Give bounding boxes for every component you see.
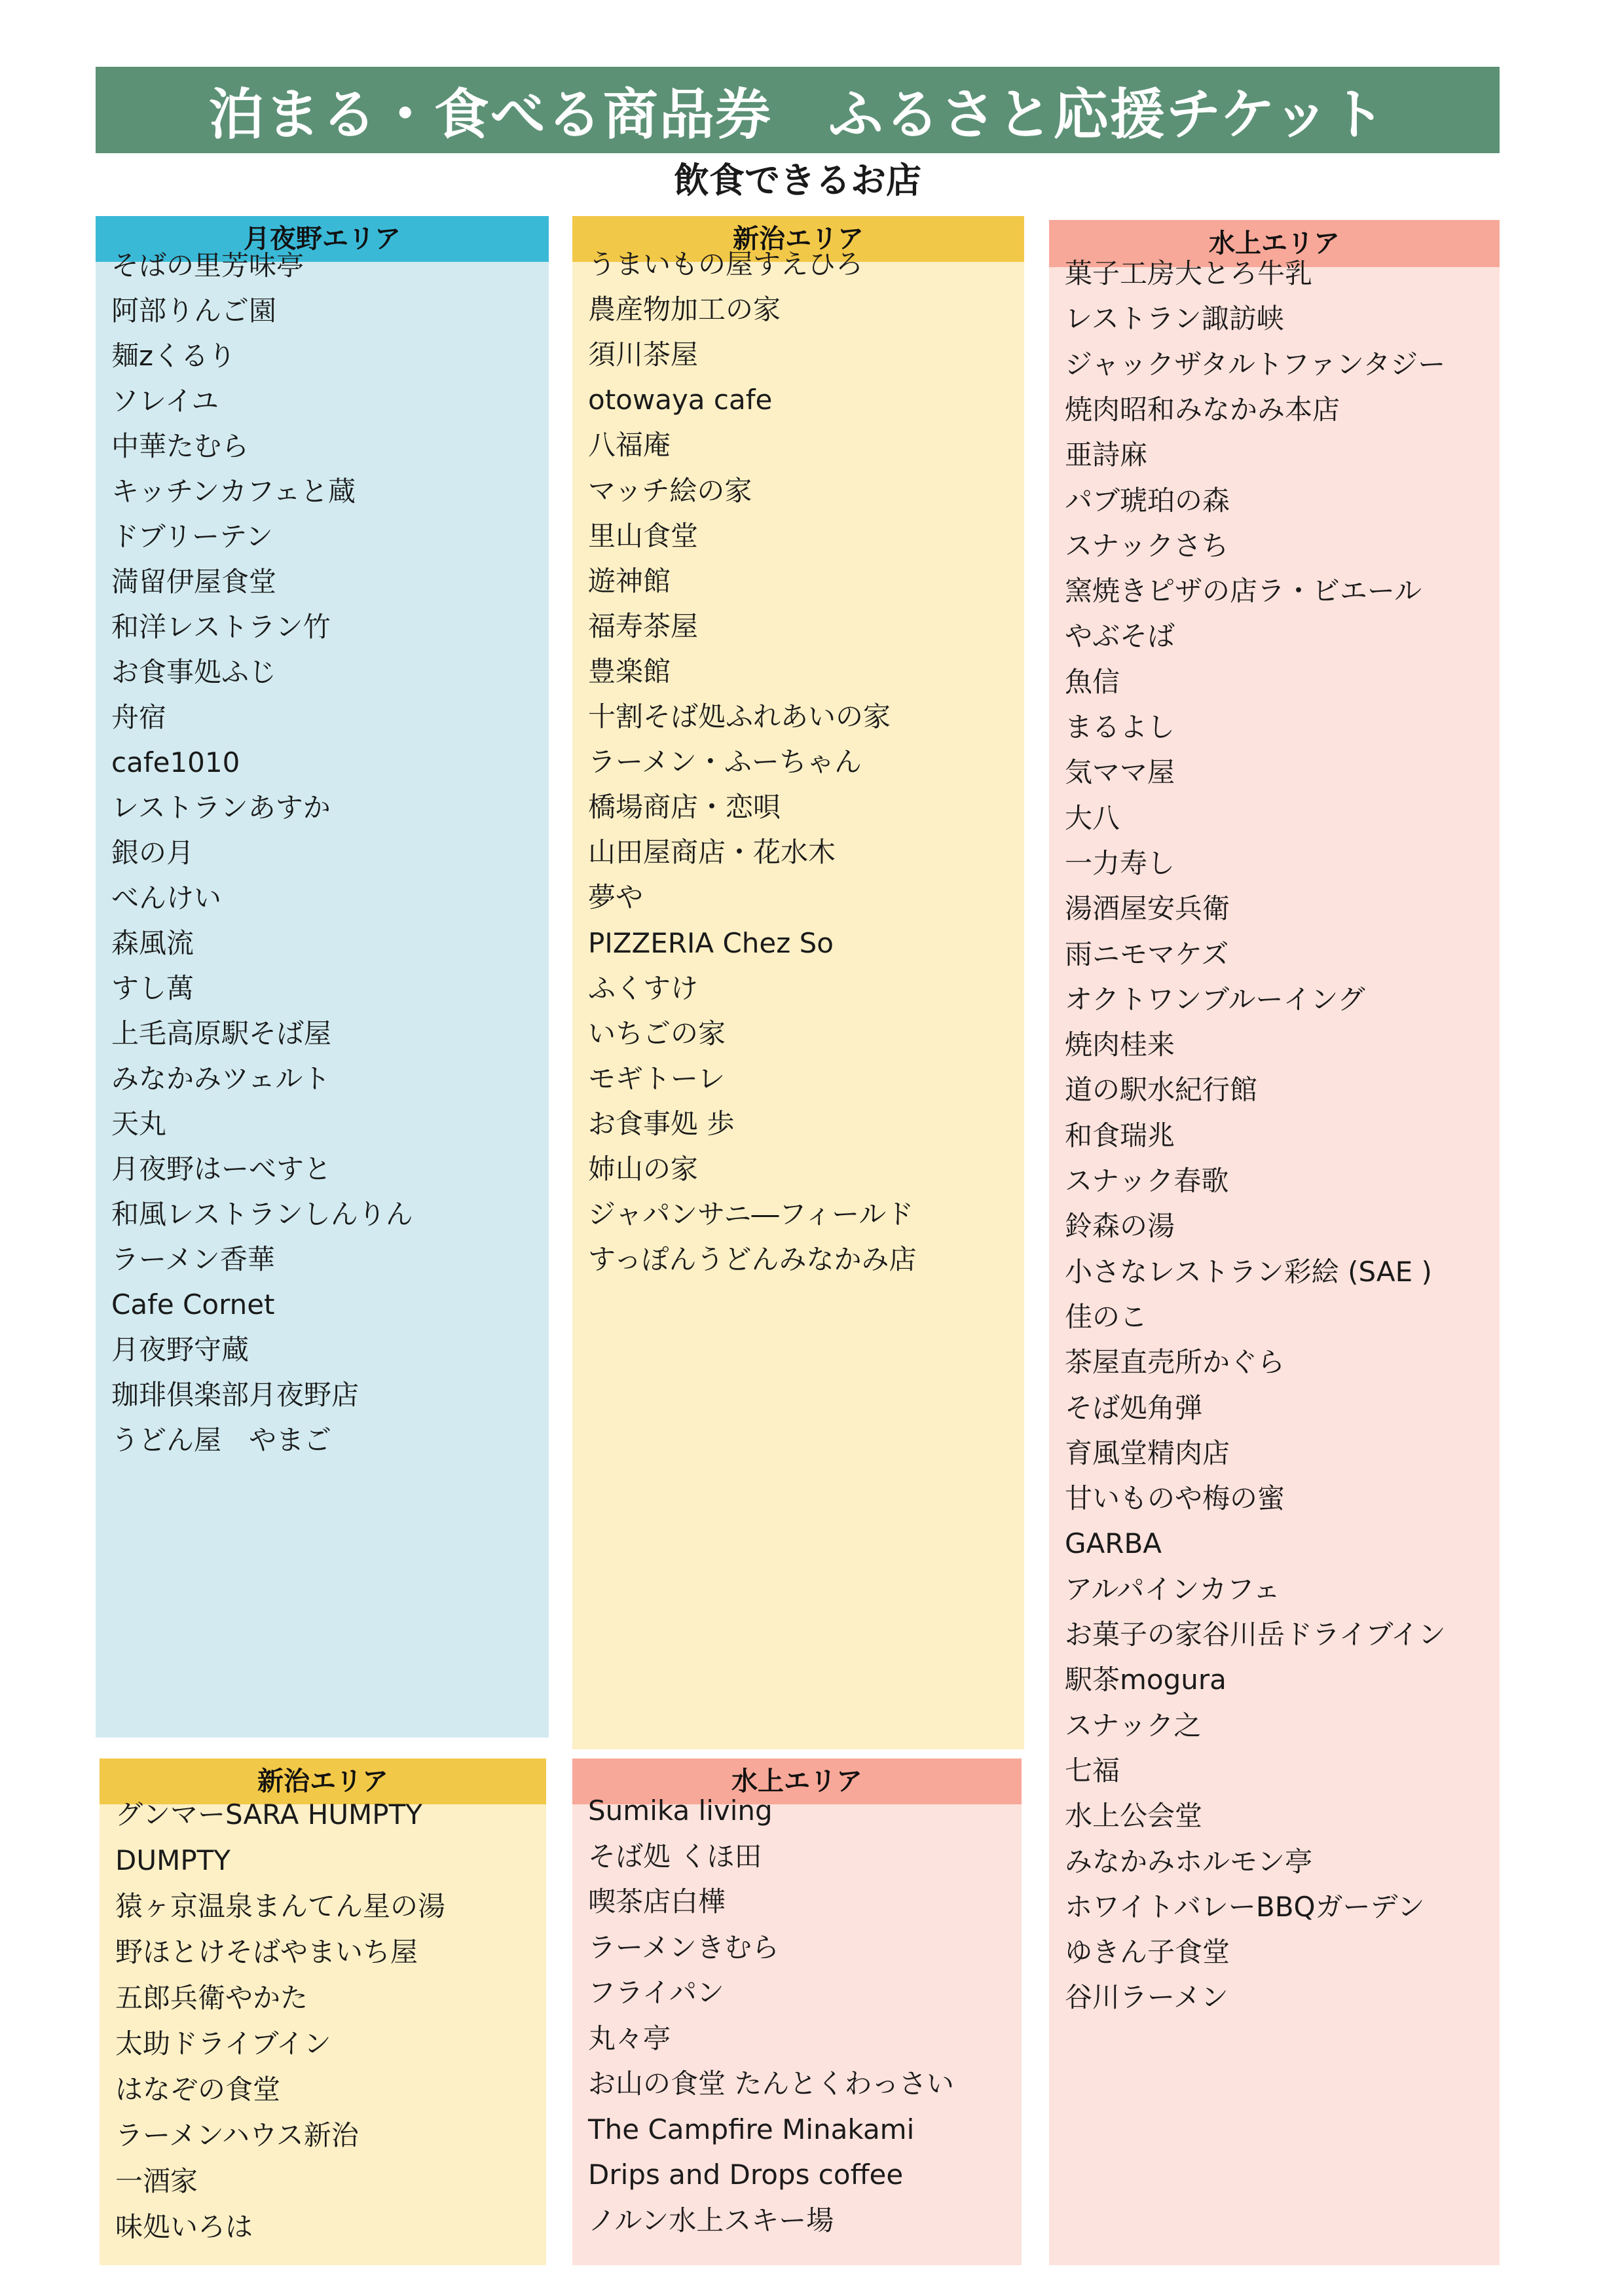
shop-name: 十割そば処ふれあいの家 bbox=[588, 701, 891, 733]
shop-name: 阿部りんご園 bbox=[111, 295, 277, 327]
shop-name: 須川茶屋 bbox=[588, 338, 699, 371]
shop-name: The Campfire Minakami bbox=[588, 2113, 915, 2145]
shop-name: 和食瑞兆 bbox=[1065, 1119, 1175, 1152]
shop-name: 姉山の家 bbox=[588, 1153, 699, 1185]
shop-name: 鈴森の湯 bbox=[1065, 1210, 1175, 1243]
shop-name: 甘いものや梅の蜜 bbox=[1065, 1482, 1285, 1515]
shop-name: 野ほとけそばやまいち屋 bbox=[115, 1936, 418, 1968]
shop-name: 谷川ラーメン bbox=[1065, 1981, 1228, 2014]
shop-name: レストランあすか bbox=[111, 792, 331, 824]
shop-name: 和洋レストラン竹 bbox=[111, 611, 331, 643]
area-header-minakami-2: 水上エリア bbox=[572, 1758, 1022, 1804]
shop-name: 育風堂精肉店 bbox=[1065, 1436, 1230, 1469]
area-panel-niiharu-1 bbox=[572, 216, 1024, 1749]
shop-name: 天丸 bbox=[111, 1108, 167, 1140]
shop-name: 一酒家 bbox=[115, 2165, 198, 2197]
shop-name: ラーメンきむら bbox=[588, 1931, 779, 1963]
shop-name: 月夜野はーべすと bbox=[111, 1153, 332, 1185]
shop-name: ゆきん子食堂 bbox=[1065, 1936, 1230, 1969]
shop-name: 亜詩麻 bbox=[1065, 439, 1148, 471]
shop-name: 農産物加工の家 bbox=[588, 293, 781, 326]
shop-name: cafe1010 bbox=[111, 746, 240, 778]
shop-name: マッチ絵の家 bbox=[588, 474, 752, 507]
shop-name: GARBA bbox=[1065, 1527, 1162, 1560]
shop-name: モギトーレ bbox=[588, 1062, 726, 1095]
shop-name: 遊神館 bbox=[588, 564, 671, 597]
shop-name: そば処角弾 bbox=[1065, 1391, 1203, 1424]
shop-name: ジャパンサニ―フィールド bbox=[588, 1198, 914, 1231]
shop-name: スナックさち bbox=[1065, 529, 1229, 562]
shop-name: 八福庵 bbox=[588, 429, 671, 462]
shop-name: フライパン bbox=[588, 1977, 724, 2009]
shop-name: お山の食堂 たんとくわっさい bbox=[588, 2068, 954, 2100]
shop-name: PIZZERIA Chez So bbox=[588, 926, 834, 959]
shop-name: 山田屋商店・花水木 bbox=[588, 836, 836, 869]
shop-name: やぶそば bbox=[1065, 620, 1175, 653]
area-header-tsukiyono: 月夜野エリア bbox=[96, 216, 549, 262]
shop-name: まるよし bbox=[1065, 711, 1175, 743]
shop-name: 夢や bbox=[588, 881, 644, 914]
shop-name: お食事処 歩 bbox=[588, 1107, 735, 1140]
shop-name: 駅茶mogura bbox=[1065, 1664, 1227, 1696]
shop-name: お食事処ふじ bbox=[111, 656, 277, 688]
area-panel-minakami-1 bbox=[1049, 220, 1500, 2265]
area-header-minakami-1: 水上エリア bbox=[1049, 220, 1500, 267]
shop-name: 麺zくるり bbox=[111, 340, 236, 372]
shop-name: うまいもの屋すえひろ bbox=[588, 248, 864, 280]
shop-name: ノルン水上スキー場 bbox=[588, 2204, 834, 2236]
shop-name: 菓子工房大とろ牛乳 bbox=[1065, 257, 1313, 289]
shop-name: 銀の月 bbox=[111, 837, 194, 869]
shop-name: ドブリーテン bbox=[111, 520, 273, 553]
shop-name: 森風流 bbox=[111, 927, 194, 959]
shop-name: すし萬 bbox=[111, 972, 194, 1004]
shop-name: ふくすけ bbox=[588, 972, 699, 1004]
shop-name: すっぽんうどんみなかみ店 bbox=[588, 1243, 917, 1276]
shop-name: 一力寿し bbox=[1065, 847, 1175, 879]
shop-name: ホワイトバレーBBQガーデン bbox=[1065, 1890, 1425, 1923]
shop-name: スナック春歌 bbox=[1065, 1165, 1229, 1197]
shop-name: 月夜野守蔵 bbox=[111, 1334, 249, 1366]
shop-name: Sumika living bbox=[588, 1795, 773, 1827]
shop-name: DUMPTY bbox=[115, 1844, 231, 1876]
shop-name: 上毛高原駅そば屋 bbox=[111, 1017, 332, 1049]
shop-name: ジャックザタルトファンタジー bbox=[1065, 348, 1446, 380]
shop-name: 福寿茶屋 bbox=[588, 610, 699, 642]
shop-name: オクトワンブルーイング bbox=[1065, 983, 1365, 1015]
shop-name: 太助ドライブイン bbox=[115, 2028, 331, 2060]
shop-name: 雨ニモマケズ bbox=[1065, 938, 1229, 970]
page-banner: 泊まる・食べる商品券 ふるさと応援チケット bbox=[96, 67, 1500, 153]
area-header-niiharu-1: 新治エリア bbox=[572, 216, 1024, 262]
area-panel-niiharu-2 bbox=[100, 1758, 546, 2265]
shop-name: 珈琲倶楽部月夜野店 bbox=[111, 1379, 360, 1411]
shop-name: グンマーSARA HUMPTY bbox=[115, 1798, 422, 1831]
shop-name: 大八 bbox=[1065, 801, 1120, 834]
shop-name: Cafe Cornet bbox=[111, 1288, 275, 1321]
area-panel-tsukiyono bbox=[96, 216, 549, 1738]
shop-name: はなぞの食堂 bbox=[115, 2073, 281, 2105]
shop-name: 味処いろは bbox=[115, 2211, 253, 2243]
shop-name: 豊楽館 bbox=[588, 655, 671, 687]
shop-name: 焼肉昭和みなかみ本店 bbox=[1065, 393, 1340, 426]
shop-name: 気ママ屋 bbox=[1065, 756, 1175, 789]
shop-name: ラーメンハウス新治 bbox=[115, 2119, 359, 2151]
shop-name: 喫茶店白樺 bbox=[588, 1886, 726, 1918]
shop-name: 五郎兵衛やかた bbox=[115, 1982, 308, 2014]
shop-name: みなかみホルモン亭 bbox=[1065, 1845, 1313, 1878]
shop-name: お菓子の家谷川岳ドライブイン bbox=[1065, 1618, 1446, 1650]
shop-name: 里山食堂 bbox=[588, 519, 699, 552]
shop-name: 和風レストランしんりん bbox=[111, 1198, 413, 1230]
shop-name: 満留伊屋食堂 bbox=[111, 566, 277, 598]
page-subtitle: 飲食できるお店 bbox=[674, 160, 921, 201]
area-header-niiharu-2: 新治エリア bbox=[100, 1758, 546, 1804]
shop-name: そばの里芳味亭 bbox=[111, 249, 304, 282]
shop-name: いちごの家 bbox=[588, 1017, 726, 1049]
shop-name: 水上公会堂 bbox=[1065, 1800, 1203, 1832]
shop-name: アルパインカフェ bbox=[1065, 1573, 1281, 1605]
shop-name: 窯焼きピザの店ラ・ビエール bbox=[1065, 575, 1422, 608]
shop-name: ラーメン香華 bbox=[111, 1243, 275, 1275]
shop-name: 佳のこ bbox=[1065, 1300, 1148, 1333]
shop-name: 道の駅水紀行館 bbox=[1065, 1074, 1258, 1106]
shop-name: みなかみツェルト bbox=[111, 1063, 331, 1095]
shop-name: ソレイユ bbox=[111, 385, 219, 417]
shop-name: レストラン諏訪峡 bbox=[1065, 302, 1284, 335]
shop-name: スナック之 bbox=[1065, 1709, 1202, 1741]
shop-name: otowaya cafe bbox=[588, 384, 773, 416]
shop-name: べんけい bbox=[111, 882, 222, 914]
shop-name: 小さなレストラン彩絵 (SAE ) bbox=[1065, 1255, 1432, 1288]
shop-name: ラーメン・ふーちゃん bbox=[588, 746, 862, 778]
shop-name: そば処 くほ田 bbox=[588, 1840, 762, 1872]
shop-name: パブ琥珀の森 bbox=[1065, 484, 1230, 517]
shop-name: うどん屋 やまご bbox=[111, 1424, 332, 1456]
shop-name: 中華たむら bbox=[111, 430, 249, 462]
area-panel-minakami-2 bbox=[572, 1758, 1022, 2265]
shop-name: 焼肉桂来 bbox=[1065, 1029, 1175, 1061]
shop-name: Drips and Drops coffee bbox=[588, 2159, 904, 2191]
shop-name: 舟宿 bbox=[111, 701, 167, 733]
shop-name: 橋場商店・恋唄 bbox=[588, 791, 781, 824]
shop-name: 魚信 bbox=[1065, 665, 1120, 698]
shop-name: キッチンカフェと蔵 bbox=[111, 475, 356, 507]
shop-name: 丸々亭 bbox=[588, 2022, 671, 2054]
shop-name: 七福 bbox=[1065, 1754, 1120, 1787]
shop-name: 猿ヶ京温泉まんてん星の湯 bbox=[115, 1890, 446, 1922]
shop-name: 茶屋直売所かぐら bbox=[1065, 1346, 1285, 1379]
shop-name: 湯酒屋安兵衛 bbox=[1065, 892, 1230, 925]
